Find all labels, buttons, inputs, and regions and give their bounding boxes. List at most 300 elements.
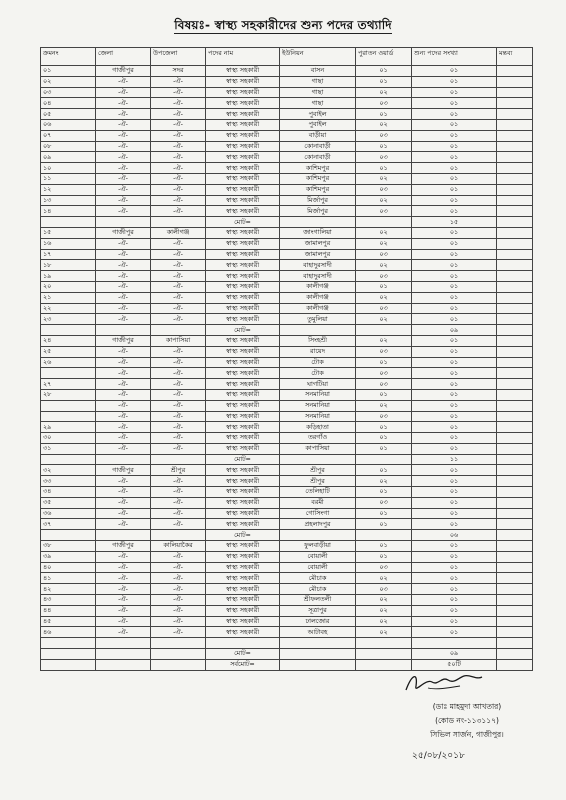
- cell-post: স্বাস্থ্য সহকারী: [206, 87, 280, 98]
- cell-sl: ২০: [41, 281, 96, 292]
- cell-district: -ঐ-: [96, 98, 151, 109]
- cell-sl: ৩৫: [41, 497, 96, 508]
- cell-post: স্বাস্থ্য সহকারী: [206, 465, 280, 476]
- cell-vacancy: ০১: [412, 281, 497, 292]
- cell-upazila: -ঐ-: [151, 119, 206, 130]
- cell-sl: ৩৬: [41, 508, 96, 519]
- cell-union: সিংহশ্রী: [280, 335, 356, 346]
- cell-post: স্বাস্থ্য সহকারী: [206, 109, 280, 120]
- cell-district: -ঐ-: [96, 152, 151, 163]
- table-row: [41, 249, 533, 260]
- table-body: [41, 66, 533, 671]
- cell-remarks: [497, 76, 533, 87]
- cell-vacancy: ০১: [412, 422, 497, 433]
- cell-empty: [41, 530, 96, 541]
- cell-upazila: শ্রীপুর: [151, 465, 206, 476]
- cell-vacancy: ০১: [412, 173, 497, 184]
- cell-empty: [497, 649, 533, 660]
- cell-vacancy: ০১: [412, 389, 497, 400]
- cell-union: মির্জাপুর: [280, 206, 356, 217]
- cell-upazila: -ঐ-: [151, 314, 206, 325]
- table-row: [41, 573, 533, 584]
- cell-empty: [96, 454, 151, 465]
- cell-union: বরমী: [280, 497, 356, 508]
- table-row: [41, 389, 533, 400]
- cell-upazila: -ঐ-: [151, 368, 206, 379]
- cell-post: স্বাস্থ্য সহকারী: [206, 422, 280, 433]
- table-row: [41, 184, 533, 195]
- table-row: [41, 433, 533, 444]
- cell-upazila: সদর: [151, 66, 206, 77]
- cell-sl: ১৫: [41, 227, 96, 238]
- cell-remarks: [497, 98, 533, 109]
- vacancy-table: [40, 47, 533, 671]
- cell-empty: [497, 217, 533, 228]
- cell-district: -ঐ-: [96, 616, 151, 627]
- cell-post: স্বাস্থ্য সহকারী: [206, 195, 280, 206]
- cell-vacancy: ০১: [412, 595, 497, 606]
- cell-empty: [497, 530, 533, 541]
- cell-remarks: [497, 562, 533, 573]
- cell-upazila: -ঐ-: [151, 346, 206, 357]
- cell-union: সনমানিয়া: [280, 389, 356, 400]
- cell-ward: ০১: [356, 541, 412, 552]
- cell-sl: ৪৬: [41, 627, 96, 638]
- subtotal-label: মোট=: [206, 530, 280, 541]
- table-row: [41, 508, 533, 519]
- cell-vacancy: ০১: [412, 519, 497, 530]
- cell-sl: ১২: [41, 184, 96, 195]
- cell-remarks: [497, 368, 533, 379]
- cell-ward: ০২: [356, 260, 412, 271]
- cell-vacancy: ০১: [412, 109, 497, 120]
- cell-district: -ঐ-: [96, 573, 151, 584]
- header-vacancy: শুন্য পদের সংখ্যা: [412, 48, 497, 66]
- cell-vacancy: ০১: [412, 627, 497, 638]
- cell-upazila: -ঐ-: [151, 195, 206, 206]
- cell-ward: ০১: [356, 487, 412, 498]
- cell-district: -ঐ-: [96, 119, 151, 130]
- signature-date: ২৫/০৮/২০১৮: [412, 751, 465, 761]
- cell-post: স্বাস্থ্য সহকারী: [206, 389, 280, 400]
- cell-remarks: [497, 519, 533, 530]
- cell-upazila: -ঐ-: [151, 519, 206, 530]
- cell-post: স্বাস্থ্য সহকারী: [206, 227, 280, 238]
- cell-remarks: [497, 238, 533, 249]
- cell-district: -ঐ-: [96, 519, 151, 530]
- cell-vacancy: ০১: [412, 487, 497, 498]
- cell-vacancy: ০১: [412, 249, 497, 260]
- table-row: [41, 476, 533, 487]
- cell-empty: [41, 659, 96, 670]
- cell-vacancy: ০১: [412, 119, 497, 130]
- cell-union: তরগাঁও: [280, 433, 356, 444]
- cell-vacancy: ০১: [412, 163, 497, 174]
- cell-district: -ঐ-: [96, 76, 151, 87]
- cell-upazila: -ঐ-: [151, 173, 206, 184]
- cell-union: জামালপুর: [280, 238, 356, 249]
- cell-ward: ০২: [356, 335, 412, 346]
- cell-vacancy: ০১: [412, 335, 497, 346]
- cell-ward: ০৩: [356, 584, 412, 595]
- cell-vacancy: ০১: [412, 584, 497, 595]
- table-row: [41, 238, 533, 249]
- cell-ward: ০২: [356, 195, 412, 206]
- cell-post: স্বাস্থ্য সহকারী: [206, 66, 280, 77]
- cell-union: মির্জাপুর: [280, 195, 356, 206]
- subtotal-value: ১৫: [412, 217, 497, 228]
- cell-upazila: -ঐ-: [151, 87, 206, 98]
- table-row: [41, 98, 533, 109]
- cell-post: স্বাস্থ্য সহকারী: [206, 303, 280, 314]
- subtotal-value: ১১: [412, 454, 497, 465]
- cell-vacancy: ০১: [412, 476, 497, 487]
- cell-district: -ঐ-: [96, 508, 151, 519]
- cell-union: ফুলবাড়ীয়া: [280, 541, 356, 552]
- cell-remarks: [497, 411, 533, 422]
- cell-ward: ০৩: [356, 411, 412, 422]
- subtotal-value: ৫০টি: [412, 659, 497, 670]
- table-row: [41, 130, 533, 141]
- cell-empty: [151, 638, 206, 649]
- table-row: [41, 616, 533, 627]
- cell-ward: ০১: [356, 443, 412, 454]
- cell-upazila: -ঐ-: [151, 98, 206, 109]
- cell-vacancy: ০১: [412, 562, 497, 573]
- table-header-row: [41, 48, 533, 66]
- cell-upazila: -ঐ-: [151, 303, 206, 314]
- header-union: ইউনিয়ন: [280, 48, 356, 66]
- cell-remarks: [497, 584, 533, 595]
- cell-upazila: -ঐ-: [151, 130, 206, 141]
- cell-sl: [41, 368, 96, 379]
- cell-remarks: [497, 497, 533, 508]
- cell-sl: ২৭: [41, 379, 96, 390]
- cell-vacancy: ০১: [412, 184, 497, 195]
- cell-vacancy: ০১: [412, 541, 497, 552]
- cell-post: স্বাস্থ্য সহকারী: [206, 584, 280, 595]
- cell-upazila: -ঐ-: [151, 238, 206, 249]
- cell-upazila: -ঐ-: [151, 184, 206, 195]
- cell-post: স্বাস্থ্য সহকারী: [206, 562, 280, 573]
- cell-ward: ০২: [356, 119, 412, 130]
- cell-upazila: -ঐ-: [151, 508, 206, 519]
- table-row: [41, 346, 533, 357]
- cell-upazila: কালীগঞ্জ: [151, 227, 206, 238]
- cell-ward: ০১: [356, 109, 412, 120]
- table-row: [41, 379, 533, 390]
- cell-sl: ২৫: [41, 346, 96, 357]
- cell-district: -ঐ-: [96, 400, 151, 411]
- cell-upazila: -ঐ-: [151, 400, 206, 411]
- cell-upazila: -ঐ-: [151, 487, 206, 498]
- cell-empty: [280, 454, 356, 465]
- cell-district: -ঐ-: [96, 238, 151, 249]
- cell-sl: ৪৫: [41, 616, 96, 627]
- signature-block: [382, 665, 552, 742]
- cell-remarks: [497, 163, 533, 174]
- cell-vacancy: ০১: [412, 195, 497, 206]
- cell-district: -ঐ-: [96, 595, 151, 606]
- cell-district: -ঐ-: [96, 271, 151, 282]
- cell-upazila: -ঐ-: [151, 379, 206, 390]
- cell-district: -ঐ-: [96, 87, 151, 98]
- cell-post: স্বাস্থ্য সহকারী: [206, 141, 280, 152]
- cell-union: কাপাসিয়া: [280, 443, 356, 454]
- table-row: [41, 303, 533, 314]
- cell-ward: ০৩: [356, 368, 412, 379]
- cell-remarks: [497, 87, 533, 98]
- cell-sl: ২৮: [41, 389, 96, 400]
- cell-vacancy: ০১: [412, 292, 497, 303]
- cell-ward: ০৩: [356, 206, 412, 217]
- subtotal-value: ০৯: [412, 649, 497, 660]
- cell-post: স্বাস্থ্য সহকারী: [206, 616, 280, 627]
- cell-sl: ২২: [41, 303, 96, 314]
- table-row: [41, 292, 533, 303]
- cell-vacancy: ০১: [412, 260, 497, 271]
- cell-vacancy: ০১: [412, 616, 497, 627]
- cell-district: -ঐ-: [96, 562, 151, 573]
- cell-union: বাহাদুরসাদী: [280, 271, 356, 282]
- cell-upazila: -ঐ-: [151, 281, 206, 292]
- cell-sl: ৪২: [41, 584, 96, 595]
- subtotal-label: মোট=: [206, 325, 280, 336]
- cell-union: কোনাবাড়ী: [280, 152, 356, 163]
- cell-ward: ০২: [356, 400, 412, 411]
- cell-remarks: [497, 627, 533, 638]
- cell-upazila: -ঐ-: [151, 562, 206, 573]
- table-row: [41, 465, 533, 476]
- cell-remarks: [497, 605, 533, 616]
- cell-post: স্বাস্থ্য সহকারী: [206, 206, 280, 217]
- cell-vacancy: ০১: [412, 497, 497, 508]
- cell-sl: ২৬: [41, 357, 96, 368]
- cell-vacancy: ০১: [412, 314, 497, 325]
- cell-union: টোক: [280, 357, 356, 368]
- cell-union: কোনাবাড়ী: [280, 141, 356, 152]
- cell-union: কাশিমপুর: [280, 184, 356, 195]
- cell-empty: [356, 454, 412, 465]
- cell-post: স্বাস্থ্য সহকারী: [206, 130, 280, 141]
- cell-remarks: [497, 271, 533, 282]
- cell-district: -ঐ-: [96, 109, 151, 120]
- cell-district: -ঐ-: [96, 173, 151, 184]
- cell-ward: ০১: [356, 508, 412, 519]
- cell-district: গাজীপুর: [96, 66, 151, 77]
- cell-union: গাছা: [280, 76, 356, 87]
- cell-empty: [280, 325, 356, 336]
- cell-vacancy: ০১: [412, 76, 497, 87]
- cell-empty: [280, 530, 356, 541]
- header-remarks: মন্তব্য: [497, 48, 533, 66]
- cell-district: -ঐ-: [96, 292, 151, 303]
- cell-union: মৌচাক: [280, 584, 356, 595]
- cell-upazila: কালিয়াকৈর: [151, 541, 206, 552]
- cell-post: স্বাস্থ্য সহকারী: [206, 497, 280, 508]
- cell-post: স্বাস্থ্য সহকারী: [206, 476, 280, 487]
- cell-district: -ঐ-: [96, 260, 151, 271]
- cell-sl: ২৯: [41, 422, 96, 433]
- cell-ward: ০১: [356, 163, 412, 174]
- cell-sl: ৩৭: [41, 519, 96, 530]
- cell-empty: [151, 454, 206, 465]
- cell-ward: ০৩: [356, 249, 412, 260]
- cell-union: বাসন: [280, 66, 356, 77]
- table-row: [41, 163, 533, 174]
- cell-post: স্বাস্থ্য সহকারী: [206, 314, 280, 325]
- cell-vacancy: ০১: [412, 368, 497, 379]
- cell-upazila: -ঐ-: [151, 389, 206, 400]
- cell-upazila: -ঐ-: [151, 422, 206, 433]
- cell-remarks: [497, 66, 533, 77]
- cell-union: রায়েদ: [280, 346, 356, 357]
- cell-ward: ০১: [356, 357, 412, 368]
- cell-union: আটাবহ: [280, 627, 356, 638]
- cell-remarks: [497, 551, 533, 562]
- cell-sl: ৩৪: [41, 487, 96, 498]
- cell-post: স্বাস্থ্য সহকারী: [206, 119, 280, 130]
- cell-vacancy: ০১: [412, 141, 497, 152]
- cell-remarks: [497, 206, 533, 217]
- subtotal-value: ০৬: [412, 530, 497, 541]
- cell-upazila: -ঐ-: [151, 584, 206, 595]
- cell-union: কাশিমপুর: [280, 163, 356, 174]
- cell-remarks: [497, 379, 533, 390]
- cell-sl: ১৩: [41, 195, 96, 206]
- cell-sl: ০১: [41, 66, 96, 77]
- cell-remarks: [497, 508, 533, 519]
- cell-post: স্বাস্থ্য সহকারী: [206, 541, 280, 552]
- cell-post: স্বাস্থ্য সহকারী: [206, 260, 280, 271]
- cell-empty: [497, 638, 533, 649]
- cell-union: প্রহলাদপুর: [280, 519, 356, 530]
- cell-empty: [96, 659, 151, 670]
- cell-ward: ০২: [356, 314, 412, 325]
- cell-sl: ৩২: [41, 465, 96, 476]
- cell-post: স্বাস্থ্য সহকারী: [206, 98, 280, 109]
- cell-ward: ০৩: [356, 98, 412, 109]
- cell-ward: ০২: [356, 476, 412, 487]
- cell-ward: ০১: [356, 551, 412, 562]
- cell-ward: ০২: [356, 595, 412, 606]
- cell-vacancy: ০১: [412, 271, 497, 282]
- table-row: [41, 368, 533, 379]
- cell-remarks: [497, 357, 533, 368]
- cell-upazila: -ঐ-: [151, 627, 206, 638]
- cell-upazila: -ঐ-: [151, 271, 206, 282]
- cell-ward: ০১: [356, 519, 412, 530]
- cell-upazila: -ঐ-: [151, 573, 206, 584]
- cell-empty: [41, 649, 96, 660]
- table-row: [41, 66, 533, 77]
- cell-empty: [96, 217, 151, 228]
- cell-district: -ঐ-: [96, 627, 151, 638]
- cell-empty: [497, 325, 533, 336]
- cell-union: কালীগঞ্জ: [280, 292, 356, 303]
- cell-empty: [412, 638, 497, 649]
- table-row: [41, 443, 533, 454]
- signatory-designation: সিভিল সার্জন, গাজীপুর।: [430, 730, 504, 739]
- cell-post: স্বাস্থ্য সহকারী: [206, 627, 280, 638]
- cell-post: স্বাস্থ্য সহকারী: [206, 152, 280, 163]
- cell-empty: [41, 638, 96, 649]
- cell-upazila: -ঐ-: [151, 357, 206, 368]
- cell-ward: ০১: [356, 433, 412, 444]
- cell-district: -ঐ-: [96, 130, 151, 141]
- subtotal-row: [41, 217, 533, 228]
- table-row: [41, 487, 533, 498]
- cell-sl: ৩০: [41, 433, 96, 444]
- cell-vacancy: ০১: [412, 465, 497, 476]
- cell-post: স্বাস্থ্য সহকারী: [206, 400, 280, 411]
- table-row: [41, 206, 533, 217]
- cell-ward: ০২: [356, 616, 412, 627]
- table-row: [41, 87, 533, 98]
- cell-remarks: [497, 119, 533, 130]
- cell-sl: ১৬: [41, 238, 96, 249]
- cell-district: -ঐ-: [96, 163, 151, 174]
- cell-post: স্বাস্থ্য সহকারী: [206, 249, 280, 260]
- cell-sl: ০৮: [41, 141, 96, 152]
- cell-empty: [41, 217, 96, 228]
- cell-empty: [41, 325, 96, 336]
- document-title: [0, 17, 566, 37]
- cell-remarks: [497, 141, 533, 152]
- cell-sl: ২৪: [41, 335, 96, 346]
- cell-remarks: [497, 465, 533, 476]
- cell-sl: ২৩: [41, 314, 96, 325]
- cell-district: -ঐ-: [96, 605, 151, 616]
- cell-vacancy: ০১: [412, 346, 497, 357]
- cell-upazila: -ঐ-: [151, 152, 206, 163]
- cell-sl: ০৩: [41, 87, 96, 98]
- table-row: [41, 260, 533, 271]
- cell-sl: ৪৩: [41, 595, 96, 606]
- cell-union: ঘাগটিয়া: [280, 379, 356, 390]
- cell-union: শ্রীফলতলী: [280, 595, 356, 606]
- cell-empty: [280, 659, 356, 670]
- cell-remarks: [497, 303, 533, 314]
- subtotal-value: ০৯: [412, 325, 497, 336]
- cell-empty: [356, 530, 412, 541]
- table-row: [41, 195, 533, 206]
- cell-upazila: -ঐ-: [151, 249, 206, 260]
- cell-post: স্বাস্থ্য সহকারী: [206, 271, 280, 282]
- cell-sl: ০৭: [41, 130, 96, 141]
- cell-union: গাছা: [280, 98, 356, 109]
- cell-union: বোয়ালী: [280, 551, 356, 562]
- cell-ward: ০২: [356, 227, 412, 238]
- cell-union: সনমানিয়া: [280, 411, 356, 422]
- cell-ward: ০৩: [356, 130, 412, 141]
- table-row: [41, 173, 533, 184]
- cell-post: স্বাস্থ্য সহকারী: [206, 573, 280, 584]
- cell-post: স্বাস্থ্য সহকারী: [206, 281, 280, 292]
- cell-district: গাজীপুর: [96, 541, 151, 552]
- table-row: [41, 141, 533, 152]
- cell-sl: ০৫: [41, 109, 96, 120]
- cell-sl: ৩৩: [41, 476, 96, 487]
- header-sl: ক্রমনং: [41, 48, 96, 66]
- cell-sl: ৪৪: [41, 605, 96, 616]
- cell-remarks: [497, 260, 533, 271]
- cell-empty: [41, 454, 96, 465]
- subtotal-label: মোট=: [206, 454, 280, 465]
- cell-district: -ঐ-: [96, 141, 151, 152]
- cell-upazila: -ঐ-: [151, 476, 206, 487]
- cell-ward: ০২: [356, 238, 412, 249]
